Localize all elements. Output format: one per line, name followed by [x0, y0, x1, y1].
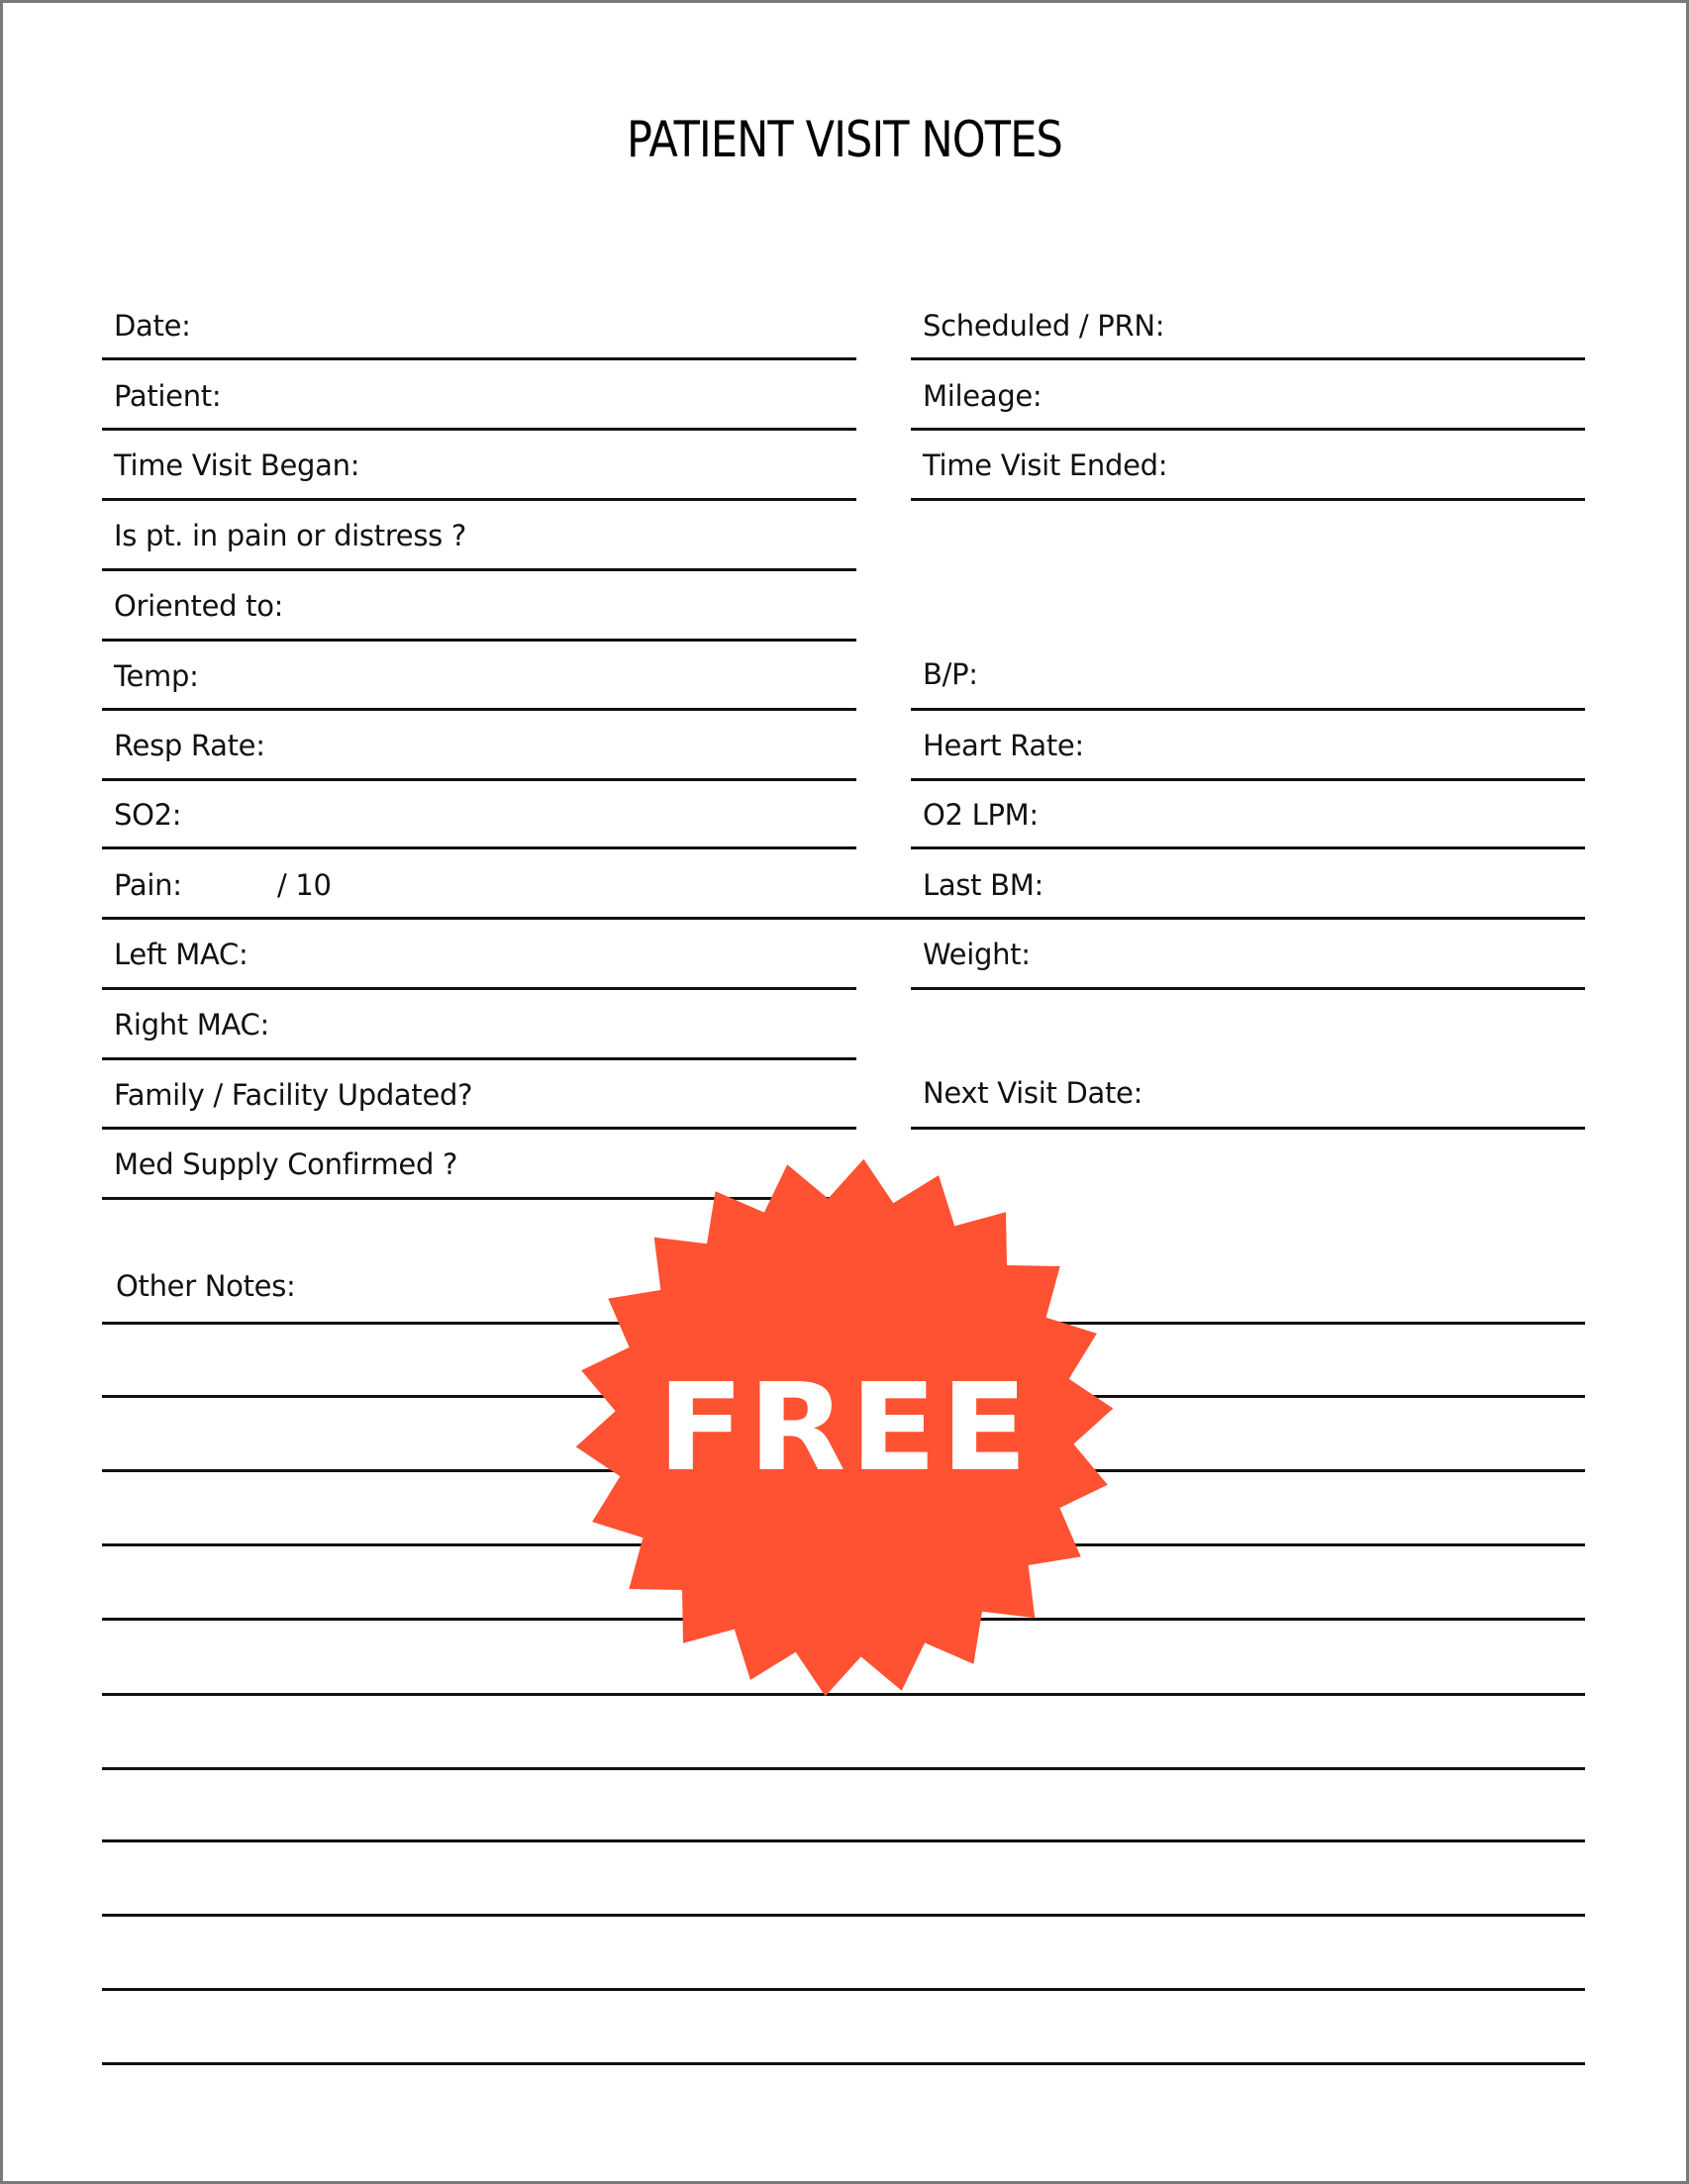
pain-distress-label: Is pt. in pain or distress ?	[114, 519, 466, 552]
resp-rate-label: Resp Rate:	[114, 729, 265, 762]
family-facility-updated-label: Family / Facility Updated?	[114, 1078, 473, 1112]
other-notes-label: Other Notes:	[116, 1269, 296, 1303]
temp-label: Temp:	[114, 659, 199, 693]
free-badge-text: FREE	[657, 1357, 1032, 1498]
o2-lpm-label: O2 LPM:	[923, 798, 1039, 832]
time-visit-began-label: Time Visit Began:	[114, 448, 360, 482]
oriented-to-label: Oriented to:	[114, 589, 284, 623]
page-title: PATIENT VISIT NOTES	[627, 111, 1062, 168]
pain-scale-suffix: / 10	[277, 868, 332, 902]
time-visit-ended-label: Time Visit Ended:	[923, 448, 1168, 482]
so2-label: SO2:	[114, 798, 182, 832]
patient-label: Patient:	[114, 379, 222, 413]
weight-label: Weight:	[923, 938, 1031, 971]
bp-label: B/P:	[923, 657, 978, 691]
right-mac-label: Right MAC:	[114, 1008, 269, 1042]
pain-label: Pain:	[114, 868, 182, 902]
heart-rate-label: Heart Rate:	[923, 729, 1084, 762]
left-mac-label: Left MAC:	[114, 938, 248, 971]
scheduled-prn-label: Scheduled / PRN:	[923, 309, 1165, 343]
med-supply-confirmed-label: Med Supply Confirmed ?	[114, 1147, 458, 1181]
last-bm-label: Last BM:	[923, 868, 1043, 902]
next-visit-date-label: Next Visit Date:	[923, 1076, 1143, 1110]
mileage-label: Mileage:	[923, 379, 1043, 413]
date-label: Date:	[114, 309, 191, 343]
